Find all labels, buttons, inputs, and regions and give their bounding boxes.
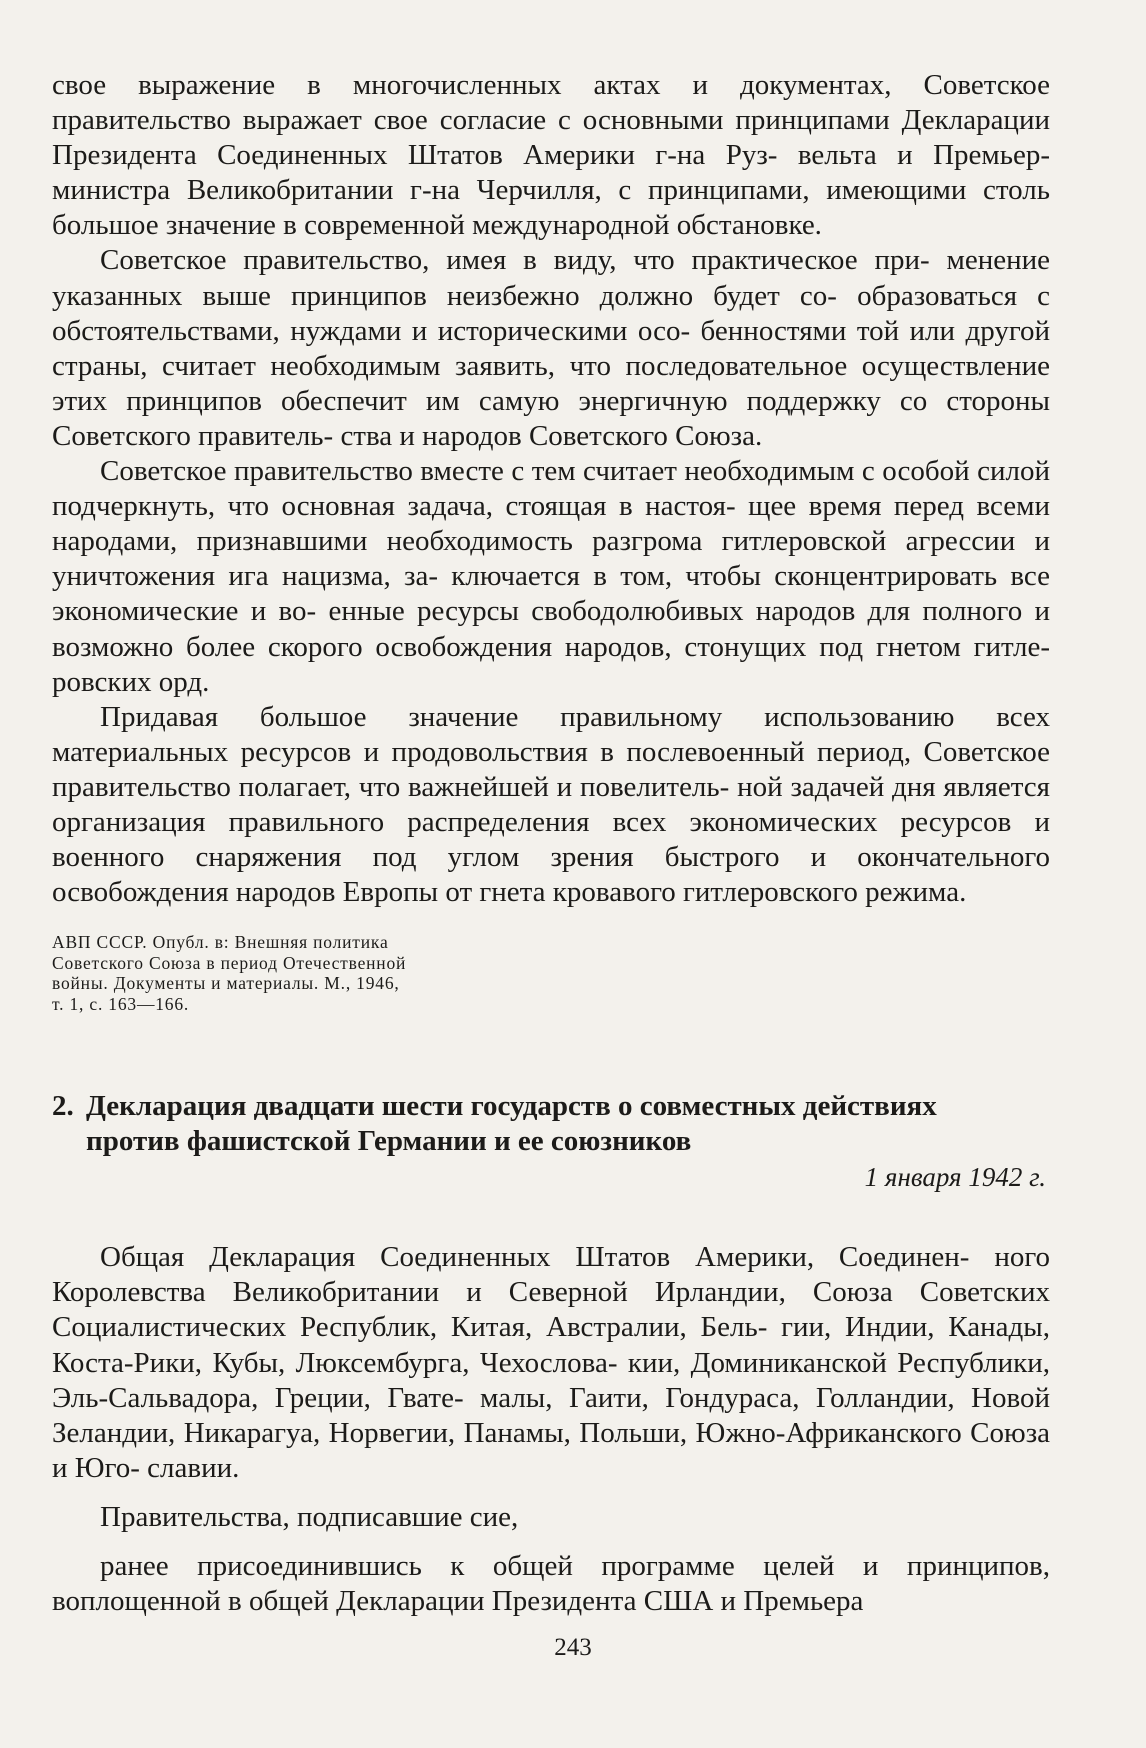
page-number: 243 xyxy=(554,1634,592,1661)
declaration-paragraph-1: Общая Декларация Соединенных Штатов Америки, Соединен- ного Королевства Великобритании и Северной Ирландии, Союза Советских Социалистических Республик, Китая, Австралии, Бель- гии, Индии, Канады, Коста-Рики, Кубы, Люксембурга, Чехослова- кии, Доминиканской Республики, Эль-Сальвадора, Греции, Гвате- малы, Гаити, Гондураса, Голландии, Новой Зеландии, Никарагуа, Норвегии, Панамы, Польши, Южно-Африканского Союза и Юго- славии. xyxy=(52,1241,1051,1484)
declaration-text xyxy=(52,1240,1050,1619)
section-title-line-2: против фашистской Германии и ее союзников xyxy=(86,1125,692,1158)
paragraph-2: Советское правительство, имея в виду, что практическое при- менение указанных выше принципов неизбежно должно будет со- образоваться с обстоятельствами, нуждами и историческими осо- бенностями той или другой страны, считает необходимым заявить, что последовательное осуществление этих принципов обеспечит им самую энергичную поддержку со стороны Советского правитель- ства и народов Советского Союза. xyxy=(52,244,1051,452)
paragraph-3: Советское правительство вместе с тем считает необходимым с особой силой подчеркнуть, что основная задача, стоящая в настоя- щее время перед всеми народами, признавшими необходимость разгрома гитлеровской агрессии и уничтожения ига нацизма, за- ключается в том, чтобы сконцентрировать все экономические и во- енные ресурсы свободолюбивых народов для полного и возможно более скорого освобождения народов, стонущих под гнетом гитле- ровских орд. xyxy=(52,455,1051,698)
declaration-paragraph-2: Правительства, подписавшие сие, xyxy=(100,1500,519,1533)
paragraph-1: свое выражение в многочисленных актах и документах, Советское правительство выражает свое согласие с основными принципами Декларации Президента Соединенных Штатов Америки г-на Руз- вельта и Премьер-министра Великобритании г-на Черчилля, с принципами, имеющими столь большое значение в современной международной обстановке. xyxy=(52,69,1050,242)
section-title-line-1: Декларация двадцати шести государств о совместных действиях xyxy=(86,1090,937,1123)
paragraph-4: Придавая большое значение правильному использованию всех материальных ресурсов и продовольствия в послевоенный период, Советское правительство полагает, что важнейшей и повелитель- ной задачей дня является организация правильного распределения всех экономических ресурсов и военного снаряжения под углом зрения быстрого и окончательного освобождения народов Европы от гнета кровавого гитлеровского режима. xyxy=(52,700,1051,909)
top-text xyxy=(52,68,1050,910)
section-date: 1 января 1942 г. xyxy=(864,1162,1046,1193)
section-number: 2. xyxy=(52,1090,74,1123)
section-heading xyxy=(52,1089,1050,1159)
source-note: АВП СССР. Опубл. в: Внешняя политика Советского Союза в период Отечественной войны. Документы и материалы. М., 1946, т. 1, с. 163—166. xyxy=(52,932,407,1014)
declaration-paragraph-3: ранее присоединившись к общей программе целей и принципов, воплощенной в общей Декларации Президента США и Премьера xyxy=(52,1550,1050,1618)
